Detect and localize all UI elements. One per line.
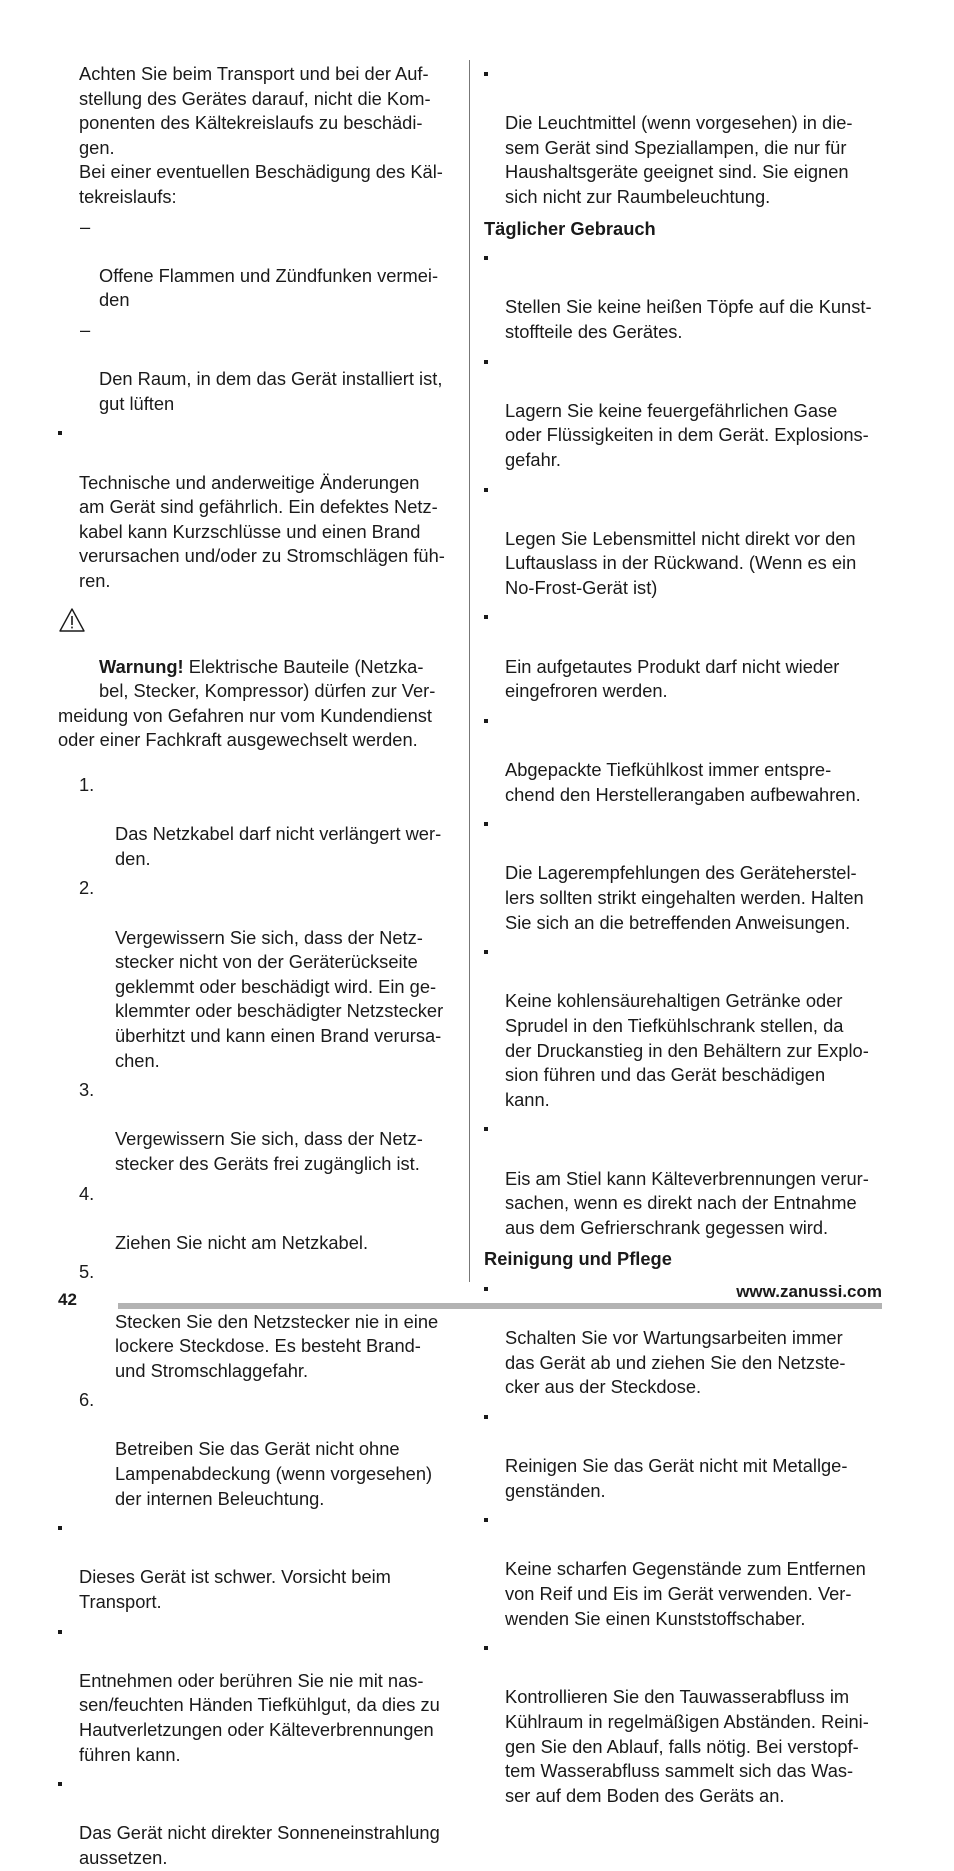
- numbered-item: [58, 1388, 456, 1511]
- numbered-item: [58, 1260, 456, 1383]
- section-heading-daily-use: Täglicher Gebrauch: [484, 217, 656, 239]
- numbered-item: [58, 876, 456, 1073]
- dash-marker: –: [80, 215, 91, 237]
- dash-item: [58, 215, 456, 313]
- dash-item: [58, 318, 456, 416]
- bullet-item: [484, 350, 884, 473]
- footer-rule: [118, 1303, 882, 1309]
- column-divider: [469, 60, 470, 1282]
- square-bullet-icon: [484, 1518, 488, 1522]
- section-heading-cleaning: Reinigung und Pflege: [484, 1248, 672, 1270]
- bullet-item: [58, 1620, 456, 1768]
- bullet-text: Ein aufgetautes Produkt darf nicht wieder eingefroren werden.: [505, 655, 840, 702]
- item-number: 5.: [79, 1261, 95, 1283]
- item-number: 3.: [79, 1079, 95, 1101]
- item-text: Stecken Sie den Netzstecker nie in eine lockere Steckdose. Es besteht Brand- und Stromschlaggefahr.: [115, 1310, 439, 1381]
- dash-text: Offene Flammen und Zündfunken vermei- den: [99, 264, 439, 311]
- item-text: Betreiben Sie das Gerät nicht ohne Lampenabdeckung (wenn vorgesehen) der internen Beleuchtung.: [115, 1438, 433, 1509]
- square-bullet-icon: [484, 1646, 488, 1650]
- square-bullet-icon: [58, 1526, 62, 1530]
- page-number: 42: [58, 1290, 77, 1309]
- item-text: Ziehen Sie nicht am Netzkabel.: [115, 1231, 369, 1253]
- bullet-item: [484, 478, 884, 601]
- item-text: Vergewissern Sie sich, dass der Netz- stecker nicht von der Geräterückseite geklemmt oder beschädigt wird. Ein ge- klemmter oder beschädigter Netzstecker überhitzt und kann einen Brand verursa- chen.: [115, 926, 444, 1071]
- square-bullet-icon: [484, 256, 488, 260]
- item-number: 6.: [79, 1389, 95, 1411]
- bullet-item: [484, 1636, 884, 1808]
- warning-triangle-icon: [58, 607, 86, 633]
- website-link[interactable]: www.zanussi.com: [736, 1282, 882, 1301]
- square-bullet-icon: [58, 1630, 62, 1634]
- bullet-text: Legen Sie Lebensmittel nicht direkt vor den Luftauslass in der Rückwand. (Wenn es ein No-Frost-Gerät ist): [505, 527, 857, 598]
- item-text: Vergewissern Sie sich, dass der Netz- stecker des Geräts frei zugänglich ist.: [115, 1128, 423, 1174]
- square-bullet-icon: [484, 822, 488, 826]
- bullet-item: [484, 709, 884, 807]
- square-bullet-icon: [484, 615, 488, 619]
- item-number: 4.: [79, 1182, 95, 1204]
- square-bullet-icon: [484, 1287, 488, 1291]
- item-number: 1.: [79, 774, 95, 796]
- bullet-text: Die Leuchtmittel (wenn vorgesehen) in die- sem Gerät sind Speziallampen, die nur für Haushaltsgeräte geeignet sind. Sie eignen sich nicht zur Raumbeleuchtung.: [505, 112, 853, 207]
- item-text: Das Netzkabel darf nicht verlängert wer- den.: [115, 823, 442, 869]
- numbered-item: [58, 1078, 456, 1176]
- square-bullet-icon: [484, 719, 488, 723]
- transport-note: Achten Sie beim Transport und bei der Auf- stellung des Gerätes darauf, nicht die Kom- ponenten des Kältekreislaufs zu beschädi- gen. Bei einer eventuellen Beschädigung des Käl- tekreislaufs:: [79, 63, 443, 207]
- square-bullet-icon: [484, 950, 488, 954]
- numbered-item: [58, 773, 456, 871]
- right-column: [484, 62, 884, 1808]
- bullet-text: Das Gerät nicht direkter Sonneneinstrahlung aussetzen.: [79, 1822, 440, 1868]
- bullet-text: Reinigen Sie das Gerät nicht mit Metallge- genständen.: [505, 1455, 848, 1501]
- bullet-item: [484, 1117, 884, 1240]
- bullet-text: Eis am Stiel kann Kälteverbrennungen verur- sachen, wenn es direkt nach der Entnahme aus dem Gefrierschrank gegessen wird.: [505, 1167, 869, 1238]
- bullet-text: Abgepackte Tiefkühlkost immer entspre- chend den Herstellerangaben aufbewahren.: [505, 759, 861, 805]
- square-bullet-icon: [484, 360, 488, 364]
- bullet-text: Lagern Sie keine feuergefährlichen Gase oder Flüssigkeiten in dem Gerät. Explosions- gefahr.: [505, 399, 869, 470]
- square-bullet-icon: [484, 72, 488, 76]
- warning-label: Warnung!: [99, 655, 184, 677]
- warning-text: Elektrische Bauteile (Netzka- bel, Stecker, Kompressor) dürfen zur Ver-: [99, 655, 436, 702]
- bullet-item: [58, 1772, 456, 1870]
- item-number: 2.: [79, 877, 95, 899]
- warning-block: [58, 605, 456, 753]
- bullet-text: Keine kohlensäurehaltigen Getränke oder Sprudel in den Tiefkühlschrank stellen, da der Druckanstieg in den Behältern zur Explo- sion führen und das Gerät beschädigen kann.: [505, 990, 869, 1110]
- warning-text-continued: meidung von Gefahren nur vom Kundendienst oder einer Fachkraft ausgewechselt werden.: [58, 704, 432, 751]
- bullet-item: [58, 1516, 456, 1614]
- bullet-text: Entnehmen oder berühren Sie nie mit nas- sen/feuchten Händen Tiefkühlgut, da dies zu Hautverletzungen oder Kälteverbrennungen führen kann.: [79, 1669, 440, 1765]
- square-bullet-icon: [484, 1415, 488, 1419]
- square-bullet-icon: [484, 488, 488, 492]
- square-bullet-icon: [58, 431, 62, 435]
- bullet-item: [484, 1405, 884, 1503]
- bullet-text: Schalten Sie vor Wartungsarbeiten immer das Gerät ab und ziehen Sie den Netzste- cker aus der Steckdose.: [505, 1327, 846, 1398]
- left-column: [58, 62, 456, 1871]
- bullet-text: Keine scharfen Gegenstände zum Entfernen von Reif und Eis im Gerät verwenden. Ver- wenden Sie einen Kunststoffschaber.: [505, 1558, 866, 1629]
- dash-marker: –: [80, 318, 91, 340]
- bullet-text: Dieses Gerät ist schwer. Vorsicht beim Transport.: [79, 1566, 391, 1613]
- bullet-item: [484, 1508, 884, 1631]
- bullet-text: Kontrollieren Sie den Tauwasserabfluss im Kühlraum in regelmäßigen Abständen. Reini- gen Sie den Ablauf, falls nötig. Bei verstopf- tem Wasserabfluss sammelt sich das Was- ser auf dem Boden des Geräts an.: [505, 1686, 869, 1806]
- bullet-item: [484, 940, 884, 1112]
- bullet-text: Die Lagerempfehlungen des Geräteherstel- lers sollten strikt eingehalten werden. Halten Sie sich an die betreffenden Anweisungen.: [505, 862, 864, 933]
- dash-text: Den Raum, in dem das Gerät installiert ist, gut lüften: [99, 368, 443, 414]
- square-bullet-icon: [58, 1782, 62, 1786]
- bullet-item: [58, 421, 456, 593]
- bullet-item: [484, 62, 884, 210]
- square-bullet-icon: [484, 1127, 488, 1131]
- bullet-text: Technische und anderweitige Änderungen am Gerät sind gefährlich. Ein defektes Netz- kabel kann Kurzschlüsse und einen Brand verursachen und/oder zu Stromschlägen füh- ren.: [79, 471, 445, 591]
- bullet-item: [484, 605, 884, 703]
- bullet-text: Stellen Sie keine heißen Töpfe auf die Kunst- stoffteile des Gerätes.: [505, 296, 872, 342]
- bullet-item: [484, 812, 884, 935]
- numbered-item: [58, 1182, 456, 1256]
- bullet-item: [484, 246, 884, 344]
